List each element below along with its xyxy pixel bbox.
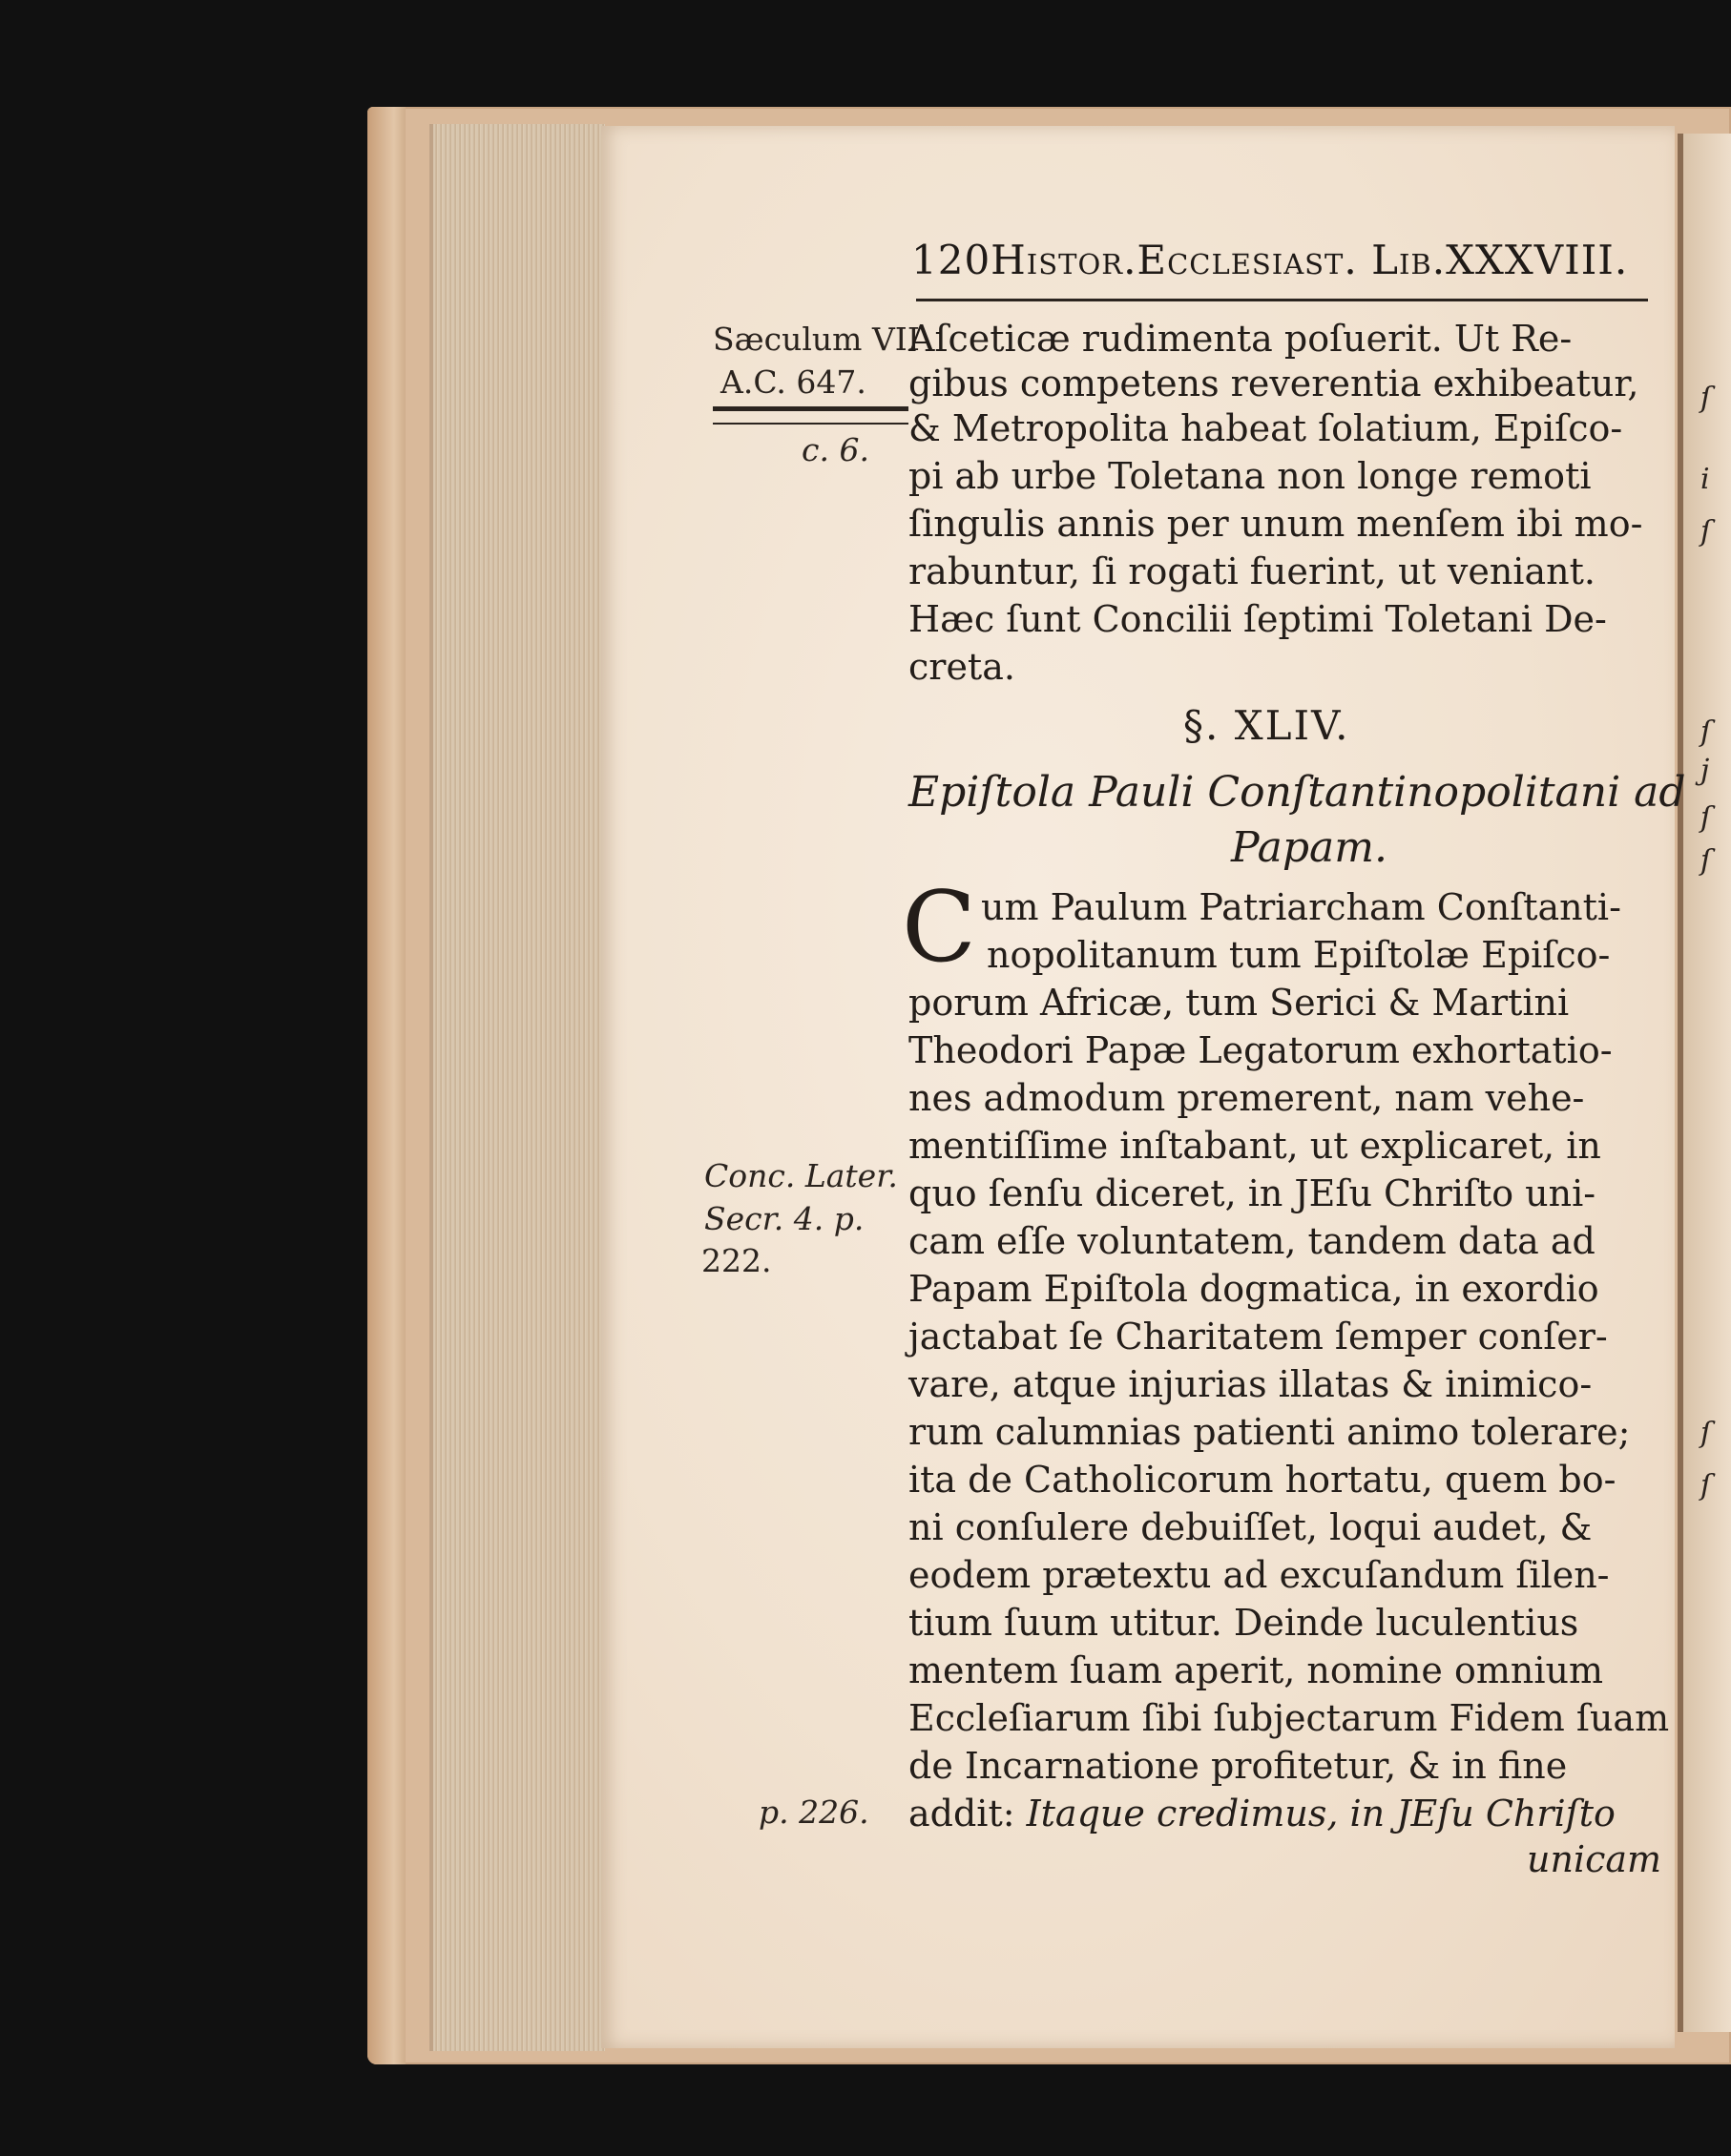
margin-council-ref: Secr. 4. p. [704,1200,865,1237]
text-line: Papam Epiſtola dogmatica, in exordio [908,1268,1599,1310]
text-line-last [908,1793,1648,1835]
text-roman: addit: [908,1793,1015,1835]
facing-page-char: ſ [1700,1417,1712,1450]
text-line: Aſceticæ rudimenta poſuerit. Ut Re- [908,318,1573,360]
facing-page-char: i [1700,463,1710,496]
text-line: Hæc ſunt Concilii ſeptimi Toletani De- [908,598,1607,640]
section-number: §. XLIV. [1183,702,1350,749]
text-line: ni conſulere debuiſſet, loqui audet, & [908,1506,1593,1548]
margin-council-ref: 222. [701,1242,772,1279]
section-title: Epiſtola Pauli Conſtantinopolitani ad [908,768,1686,817]
margin-year: A.C. 647. [720,363,866,401]
text-line: eodem prætextu ad excuſandum ſilen- [908,1554,1610,1596]
section-title: Papam. [1231,823,1387,872]
margin-century: Sæculum VII [713,321,920,358]
text-line: vare, atque injurias illatas & inimico- [908,1363,1593,1405]
text-line: ita de Catholicorum hortatu, quem bo- [908,1459,1616,1501]
facing-page-char: ſ [1700,515,1712,549]
margin-rule-thin [713,423,908,425]
text-line: pi ab urbe Toletana non longe remoti [908,455,1592,497]
margin-page-ref: p. 226. [759,1793,869,1831]
text-line: gibus competens reverentia exhibeatur, [908,363,1639,404]
book-cover-edge [367,107,406,2064]
text-line: cam eſſe voluntatem, tandem data ad [908,1220,1595,1262]
facing-page-edge [1678,134,1731,2032]
facing-page-char: ſ [1700,801,1712,835]
facing-page-char: ſ [1700,382,1712,415]
margin-council-ref: Conc. Later. [704,1157,898,1194]
text-line: tium ſuum utitur. Deinde luculentius [908,1602,1579,1644]
text-line: rabuntur, ſi rogati fuerint, ut veniant. [908,550,1595,592]
text-line: rum calumnias patienti animo tolerare; [908,1411,1631,1453]
text-line: & Metropolita habeat ſolatium, Epiſco- [908,407,1623,449]
text-line: quo ſenſu diceret, in JEſu Chriſto uni- [908,1172,1596,1214]
text-line: Theodori Papæ Legatorum exhortatio- [908,1029,1613,1071]
drop-cap: C [902,871,977,985]
page-number: 120 [911,237,991,283]
margin-chapter-ref: c. 6. [802,431,869,468]
running-header [911,237,1637,283]
text-line: porum Africæ, tum Serici & Martini [908,982,1570,1024]
text-line: nopolitanum tum Epiſtolæ Epiſco- [987,934,1611,976]
catchword: unicam [1527,1838,1662,1880]
margin-rule-thick [713,406,908,411]
text-line: de Incarnatione profitetur, & in fine [908,1745,1568,1787]
running-title: Histor.Ecclesiast. Lib.XXXVIII. [991,237,1629,283]
text-line: jactabat ſe Charitatem ſemper conſer- [908,1316,1608,1358]
text-line: um Paulum Patriarcham Conſtanti- [981,886,1621,928]
text-italic: Itaque credimus, in JEſu Chriſto [1026,1793,1616,1835]
facing-page-char: j [1700,754,1710,787]
text-line: nes admodum premerent, nam vehe- [908,1077,1585,1119]
facing-page-char: ſ [1700,715,1712,749]
text-line: mentem ſuam aperit, nomine omnium [908,1649,1604,1691]
facing-page-char: ſ [1700,1469,1712,1503]
header-rule [916,299,1648,301]
text-line: creta. [908,646,1015,688]
facing-page-char: ſ [1700,844,1712,878]
text-line: Eccleſiarum ſibi ſubjectarum Fidem ſuam [908,1697,1670,1739]
text-line: ſingulis annis per unum menſem ibi mo- [908,503,1643,545]
text-line: mentiſſime inſtabant, ut explicaret, in [908,1125,1601,1167]
page-block-edges [429,124,605,2051]
